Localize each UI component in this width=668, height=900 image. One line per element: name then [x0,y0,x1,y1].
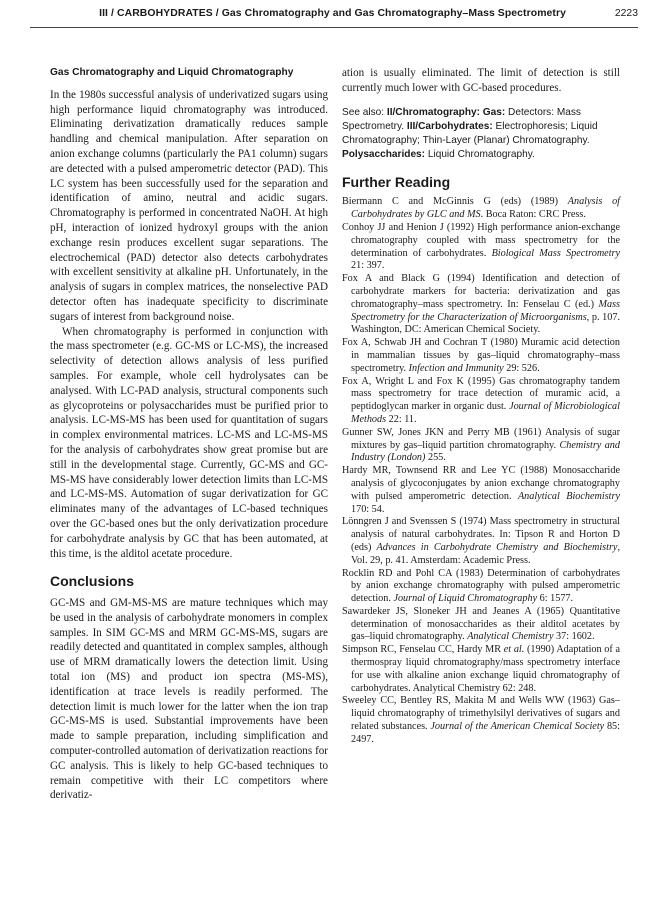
left-column [50,66,328,803]
reference-item: Fox A and Black G (1994) Identification and detection of carbohydrate markers for bacteria: derivatization and gas chromatography–mass spectrometry. In: Fenselau C (ed.) Mass Spectrometry for the Characterization of Microorganisms, p. 107. Washington, DC: American Chemical Society. [342,273,620,336]
further-reading-heading: Further Reading [342,173,451,190]
reference-item: Biermann C and McGinnis G (eds) (1989) Analysis of Carbohydrates by GLC and MS. Boca Raton: CRC Press. [342,196,620,221]
reference-item: Sweeley CC, Bentley RS, Makita M and Wells WW (1963) Gas–liquid chromatography of trimethylsilyl derivatives of sugars and related substances. Journal of the American Chemical Society 85: 2497. [342,695,620,745]
reference-item: Gunner SW, Jones JKN and Perry MB (1961) Analysis of sugar mixtures by gas–liquid partition chromatography. Chemistry and Industry (London) 255. [342,426,620,464]
reference-item: Simpson RC, Fenselau CC, Hardy MR et al. (1990) Adaptation of a thermospray liquid chromatography/mass spectrometry interface for use with alkaline anion exchange liquid chromatography of carbohydrates. Analytical Chemistry 62: 248. [342,644,621,694]
see-also-link[interactable]: III/Carbohydrates: [406,120,493,132]
see-also-intro: See also: [342,106,387,118]
paragraph: In the 1980s successful analysis of underivatized sugars using high performance liquid chromatography was introduced. Eliminating derivatization dramatically reduces sample handling and chemical manipulation. After separation on anion exchange columns (particularly the PA1 column) sugars are detected with a pulsed amperometric detector (PAD). This LC system has been successfully used for the separation and identification of amino, neutral and acidic sugars. Chromatography is performed in concentrated NaOH. At high pH, interaction of ionized hydroxyl groups with the anion exchange resin produces excellent sugar separations. The electrochemical (PAD) detector also detects carbohydrates with excellent sensitivity at alkaline pH. Unfortunately, in the analysis of sugars in complex matrices, the nonselective PAD detector often has inadequate specificity to discriminate sugars of interest from background noise. [50,88,328,323]
page-number: 2223 [614,8,638,19]
section-subheading: Gas Chromatography and Liquid Chromatography [50,67,294,78]
see-also-text: Detectors: Mass Spectrometry. [342,106,581,132]
reference-item: Hardy MR, Townsend RR and Lee YC (1988) Monosaccharide analysis of glycoconjugates by anion exchange chromatography with pulsed amperometric detection. Analytical Biochemistry 170: 54. [342,465,621,515]
see-also-text: Liquid Chromatography. [425,148,535,160]
reference-item: Conhoy JJ and Henion J (1992) High performance anion-exchange chromatography coupled with mass spectrometry for the determination of carbohydrates. Biological Mass Spectrometry 21: 397. [342,221,621,272]
see-also-link[interactable]: Polysaccharides: [342,148,426,160]
running-head-title: III / CARBOHYDRATES / Gas Chromatography and Gas Chromatography–Mass Spectrometry [99,8,566,19]
paragraph: When chromatography is performed in conjunction with the mass spectrometer (e.g. GC-MS or LC-MS), the increased selectivity of detection allows analysis of less purified samples. For example, whole cell hydrolysates can be analysed. With LC-PAD analysis, structural components such as glycoproteins or polysaccharides must be purified prior to analysis. LC-MS-MS has been used for quantitation of sugars in complex environmental matrices. LC-MS and LC-MS-MS for the analysis of carbohydrates show great promise but are still in the developmental stage. Currently, GC-MS and GC-MS-MS have considerably lower detection limits than LC-MS and LC-MS-MS. Automation of sugar derivatization for GC eliminates many of the advantages of LC-based techniques over the GC-based ones but the only derivatization procedure for carbohydrate analysis by GC that has been automated, at this time, is the alditol acetate procedure. [50,325,328,560]
reference-item: Fox A, Wright L and Fox K (1995) Gas chromatography tandem mass spectrometry for trace detection of muramic acid, a peptidoglycan marker in organic dust. Journal of Microbiological Methods 22: 11. [342,375,620,425]
see-also-link[interactable]: II/Chromatography: Gas: [386,106,506,118]
paragraph: ation is usually eliminated. The limit of detection is still currently much lower with GC-based procedures. [342,67,620,94]
see-also-text: Electrophoresis; Liquid Chromatography; Thin-Layer (Planar) Chromatography. [342,120,598,146]
running-header [30,0,638,40]
reference-item: Rocklin RD and Pohl CA (1983) Determination of carbohydrates by anion exchange chromatography with pulsed amperometric detection. Journal of Liquid Chromatography 6: 1577. [342,567,620,605]
conclusions-heading: Conclusions [50,573,135,590]
conclusions-paragraph: GC-MS and GM-MS-MS are mature techniques which may be used in the analysis of carbohydrate monomers in complex samples. In SIM GC-MS and MRM GC-MS-MS, sugars are readily detected and quantitated in complex samples, although use of MRM dramatically lowers the detection limit. Using total ion (MS) and product ion spectra (MS-MS), identification at trace levels is readily performed. The detection limit is much lower for the latter when the ion trap GC-MS-MS is used. Substantial improvements have been made to sample preparation, including simplification and computer-controlled automation of derivatization reactions for GC analysis. This is likely to help GC-based techniques to remain competitive with their LC competitors where derivatiz- [50,597,328,802]
right-column [342,66,620,747]
see-also [342,106,620,162]
reference-item: Sawardeker JS, Sloneker JH and Jeanes A (1965) Quantitative determination of monosaccharides as their alditol acetates by gas–liquid chromatography. Analytical Chemistry 37: 1602. [342,605,620,643]
reference-list [342,196,620,746]
header-rule [30,27,638,28]
reference-item: Fox A, Schwab JH and Cochran T (1980) Muramic acid detection in mammalian tissues by gas–liquid chromatography–mass spectrometry. Infection and Immunity 29: 526. [342,337,620,374]
reference-item: Lönngren J and Svenssen S (1974) Mass spectrometry in structural analysis of natural carbohydrates. In: Tipson R and Horton D (eds) Advances in Carbohydrate Chemistry and Biochemistry, Vol. 29, p. 41. Amsterdam: Academic Press. [342,516,620,566]
